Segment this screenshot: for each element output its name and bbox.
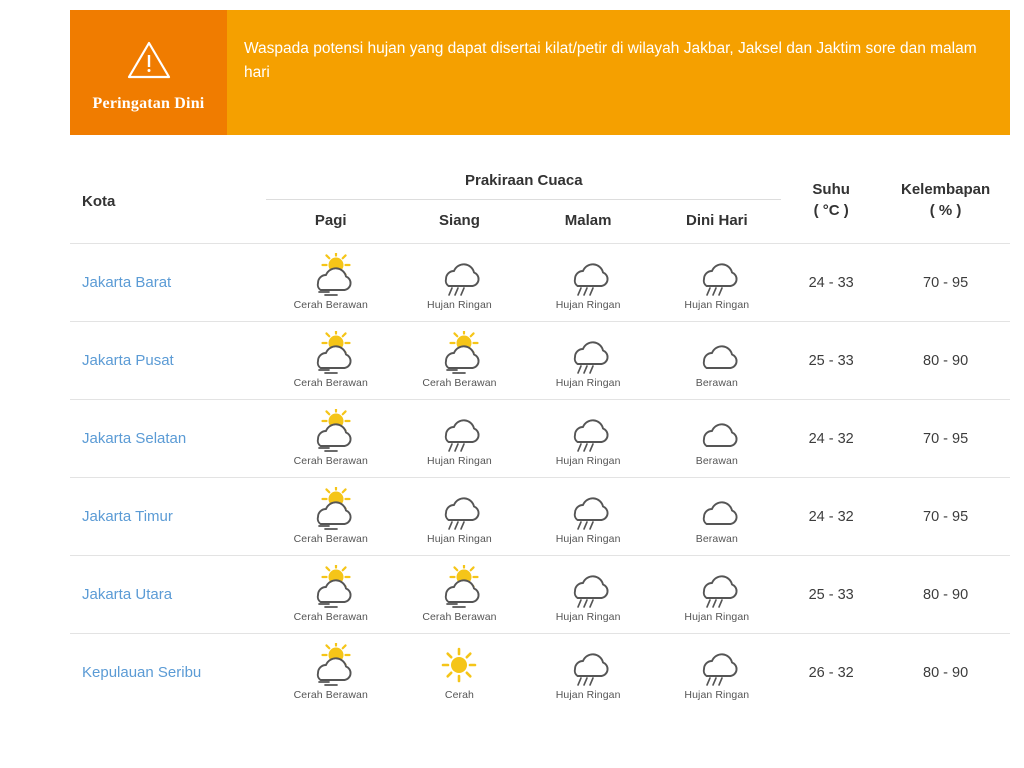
temperature-value: 25 - 33 (808, 586, 854, 603)
forecast-cell (266, 478, 395, 556)
forecast-cell (652, 400, 781, 478)
partly-cloudy-icon (266, 486, 395, 532)
forecast-label: Cerah Berawan (293, 455, 368, 467)
forecast-label: Cerah Berawan (293, 611, 368, 623)
forecast-cell (652, 478, 781, 556)
partly-cloudy-icon (266, 408, 395, 454)
forecast-cell (266, 322, 395, 400)
city-link[interactable]: Jakarta Timur (82, 508, 173, 525)
city-link[interactable]: Jakarta Pusat (82, 352, 174, 369)
temperature-value: 26 - 32 (808, 664, 854, 681)
header-kelembapan (881, 160, 1010, 244)
forecast-label: Hujan Ringan (555, 455, 621, 467)
header-forecast-group: Prakiraan Cuaca (266, 160, 781, 200)
table-body (70, 244, 1010, 712)
rain-icon (395, 252, 524, 298)
forecast-cell (524, 478, 653, 556)
header-period-dini-hari: Dini Hari (685, 212, 748, 229)
table-row (70, 400, 1010, 478)
city-link[interactable]: Jakarta Selatan (82, 430, 187, 447)
forecast-label: Hujan Ringan (684, 299, 750, 311)
forecast-label: Cerah Berawan (293, 689, 368, 701)
temperature-value: 24 - 32 (808, 508, 854, 525)
rain-icon (524, 642, 653, 688)
forecast-cell (652, 556, 781, 634)
forecast-cell (395, 478, 524, 556)
header-suhu-label: Suhu (812, 180, 850, 198)
humidity-value: 70 - 95 (923, 274, 969, 291)
humidity-value: 80 - 90 (923, 586, 969, 603)
forecast-label: Hujan Ringan (555, 689, 621, 701)
temperature-value: 24 - 33 (808, 274, 854, 291)
warning-triangle-icon (126, 39, 172, 85)
forecast-label: Hujan Ringan (427, 533, 492, 545)
forecast-cell (524, 400, 653, 478)
header-period-malam: Malam (564, 212, 612, 229)
forecast-label: Cerah Berawan (293, 299, 368, 311)
table-row (70, 322, 1010, 400)
forecast-cell (266, 556, 395, 634)
forecast-label: Berawan (695, 533, 738, 545)
rain-icon (395, 408, 524, 454)
humidity-value: 70 - 95 (923, 430, 969, 447)
city-link[interactable]: Kepulauan Seribu (82, 664, 202, 681)
header-kota: Kota (82, 193, 116, 210)
city-link[interactable]: Jakarta Barat (82, 274, 172, 291)
forecast-label: Cerah Berawan (293, 377, 368, 389)
forecast-label: Hujan Ringan (555, 611, 621, 623)
rain-icon (652, 252, 781, 298)
forecast-cell (524, 634, 653, 712)
forecast-cell (266, 634, 395, 712)
table-row (70, 244, 1010, 322)
partly-cloudy-icon (266, 252, 395, 298)
table-row (70, 478, 1010, 556)
sunny-icon (395, 642, 524, 688)
forecast-cell (395, 556, 524, 634)
city-link[interactable]: Jakarta Utara (82, 586, 173, 603)
forecast-cell (395, 322, 524, 400)
forecast-label: Berawan (695, 455, 738, 467)
forecast-label: Cerah (444, 689, 474, 701)
forecast-label: Hujan Ringan (684, 689, 750, 701)
forecast-label: Hujan Ringan (555, 533, 621, 545)
rain-icon (524, 252, 653, 298)
forecast-label: Hujan Ringan (555, 377, 621, 389)
header-kelembapan-unit: ( % ) (929, 201, 962, 219)
forecast-cell (395, 244, 524, 322)
header-period-pagi: Pagi (314, 212, 347, 229)
rain-icon (395, 486, 524, 532)
forecast-label: Hujan Ringan (427, 299, 492, 311)
forecast-label: Berawan (695, 377, 738, 389)
forecast-cell (524, 556, 653, 634)
rain-icon (524, 486, 653, 532)
forecast-cell (652, 322, 781, 400)
rain-icon (652, 564, 781, 610)
header-suhu (781, 160, 881, 244)
forecast-cell (266, 400, 395, 478)
forecast-cell (524, 244, 653, 322)
partly-cloudy-icon (266, 330, 395, 376)
forecast-cell (524, 322, 653, 400)
header-period-siang: Siang (439, 212, 480, 229)
partly-cloudy-icon (395, 330, 524, 376)
humidity-value: 80 - 90 (923, 352, 969, 369)
forecast-label: Cerah Berawan (422, 611, 497, 623)
warning-label-block (70, 10, 227, 135)
early-warning-banner (70, 10, 1010, 135)
forecast-label: Hujan Ringan (427, 455, 492, 467)
temperature-value: 25 - 33 (808, 352, 854, 369)
header-suhu-unit: ( °C ) (813, 201, 849, 219)
forecast-label: Hujan Ringan (684, 611, 750, 623)
forecast-table (70, 160, 1010, 711)
temperature-value: 24 - 32 (808, 430, 854, 447)
forecast-label: Cerah Berawan (422, 377, 497, 389)
table-header-row-1 (70, 160, 1010, 200)
humidity-value: 80 - 90 (923, 664, 969, 681)
forecast-cell (395, 634, 524, 712)
partly-cloudy-icon (266, 564, 395, 610)
warning-text: Waspada potensi hujan yang dapat disertai kilat/petir di wilayah Jakbar, Jaksel dan Jaktim sore dan malam hari (244, 40, 977, 81)
rain-icon (524, 408, 653, 454)
forecast-label: Cerah Berawan (293, 533, 368, 545)
partly-cloudy-icon (395, 564, 524, 610)
forecast-cell (395, 400, 524, 478)
table-row (70, 556, 1010, 634)
partly-cloudy-icon (266, 642, 395, 688)
rain-icon (524, 564, 653, 610)
rain-icon (524, 330, 653, 376)
header-kelembapan-label: Kelembapan (900, 180, 991, 198)
forecast-cell (266, 244, 395, 322)
humidity-value: 70 - 95 (923, 508, 969, 525)
table-row (70, 634, 1010, 712)
cloudy-icon (652, 408, 781, 454)
forecast-cell (652, 244, 781, 322)
cloudy-icon (652, 486, 781, 532)
forecast-cell (652, 634, 781, 712)
warning-title: Peringatan Dini (92, 94, 205, 112)
cloudy-icon (652, 330, 781, 376)
forecast-label: Hujan Ringan (555, 299, 621, 311)
rain-icon (652, 642, 781, 688)
